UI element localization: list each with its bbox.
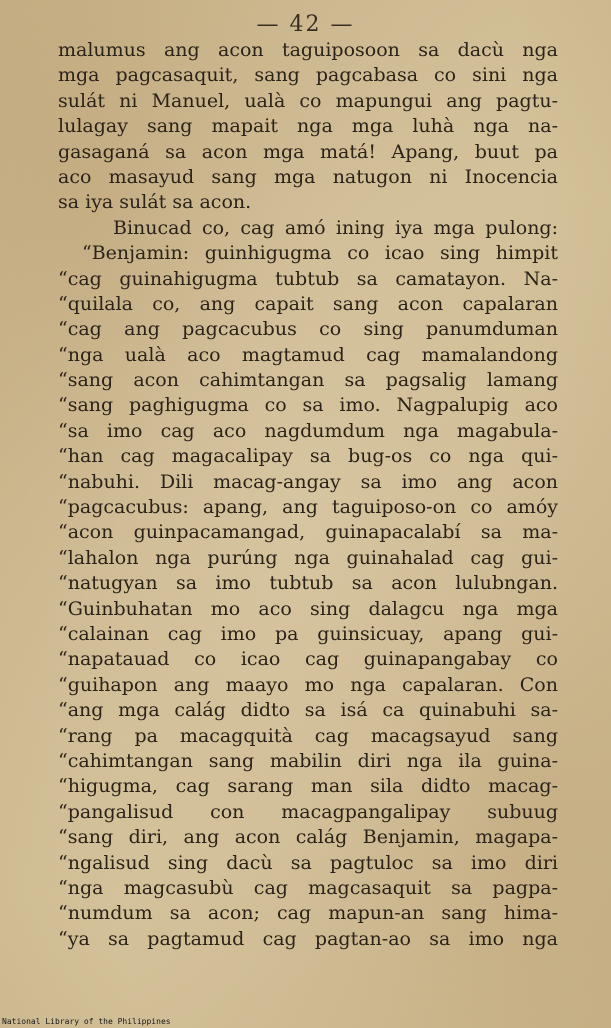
text-line: lulagay sang mapait nga mga luhà nga na-: [58, 115, 558, 138]
page-number: — 42 —: [256, 12, 355, 37]
text-line: “Guinbuhatan mo aco sing dalagcu nga mga: [58, 597, 558, 620]
text-line: “pangalisud con macagpangalipay subuug: [58, 800, 558, 823]
text-line: “ang mga calág didto sa isá ca quinabuhi sa-: [58, 699, 558, 722]
text-line: “pagcacubus: apang, ang taguiposo-on co amóy: [58, 496, 558, 519]
text-line: “ngalisud sing dacù sa pagtuloc sa imo diri: [58, 851, 558, 874]
body-text: [58, 38, 558, 952]
text-line: malumus ang acon taguiposoon sa dacù nga: [58, 39, 558, 61]
text-line: “cahimtangan sang mabilin diri nga ila guina-: [58, 749, 558, 772]
text-line: “han cag magacalipay sa bug-os co nga qui-: [58, 445, 558, 468]
text-line: “Benjamin: guinhigugma co icao sing himpit: [82, 242, 558, 265]
text-line: “sang paghigugma co sa imo. Nagpalupig aco: [58, 394, 558, 417]
text-line: “numdum sa acon; cag mapun-an sang hima-: [58, 902, 558, 925]
text-line: “sang diri, ang acon calág Benjamin, magapa-: [58, 826, 558, 849]
text-line: “rang pa macagquità cag macagsayud sang: [58, 724, 558, 747]
text-line: “sa imo cag aco nagdumdum nga magabula-: [58, 419, 558, 442]
text-line: “sang acon cahimtangan sa pagsalig lamang: [58, 369, 558, 392]
text-line: “quilala co, ang capait sang acon capalaran: [58, 292, 558, 315]
text-line: gasaganá sa acon mga matá! Apang, buut pa: [58, 140, 558, 163]
text-line: “napatauad co icao cag guinapangabay co: [58, 648, 558, 671]
text-line: “nga ualà aco magtamud cag mamalandong: [58, 343, 558, 366]
text-line: aco masayud sang mga natugon ni Inocencia: [58, 165, 558, 188]
text-line: “natugyan sa imo tubtub sa acon lulubngan.: [58, 572, 558, 595]
text-line: “cag guinahigugma tubtub sa camatayon. Na-: [58, 267, 558, 290]
text-line: “acon guinpacamangad, guinapacalabí sa ma-: [58, 521, 558, 544]
text-line: “lahalon nga purúng nga guinahalad cag gui-: [58, 546, 558, 569]
text-line: “cag ang pagcacubus co sing panumduman: [58, 318, 558, 341]
text-line: “ya sa pagtamud cag pagtan-ao sa imo nga: [58, 927, 558, 950]
library-attribution: National Library of the Philippines: [2, 1017, 171, 1026]
text-line: Binucad co, cag amó ining iya mga pulong:: [113, 216, 558, 239]
text-line: “nabuhi. Dili macag-angay sa imo ang acon: [58, 470, 558, 493]
text-line: “guihapon ang maayo mo nga capalaran. Con: [58, 673, 558, 696]
text-line: sa iya sulát sa acon.: [58, 191, 252, 214]
text-line: “higugma, cag sarang man sila didto macag-: [58, 775, 558, 798]
text-line: “calainan cag imo pa guinsicuay, apang gui-: [58, 622, 558, 645]
text-line: mga pagcasaquit, sang pagcabasa co sini nga: [58, 64, 558, 87]
text-line: sulát ni Manuel, ualà co mapungui ang pagtu-: [58, 89, 558, 112]
text-line: “nga magcasubù cag magcasaquit sa pagpa-: [58, 876, 558, 899]
